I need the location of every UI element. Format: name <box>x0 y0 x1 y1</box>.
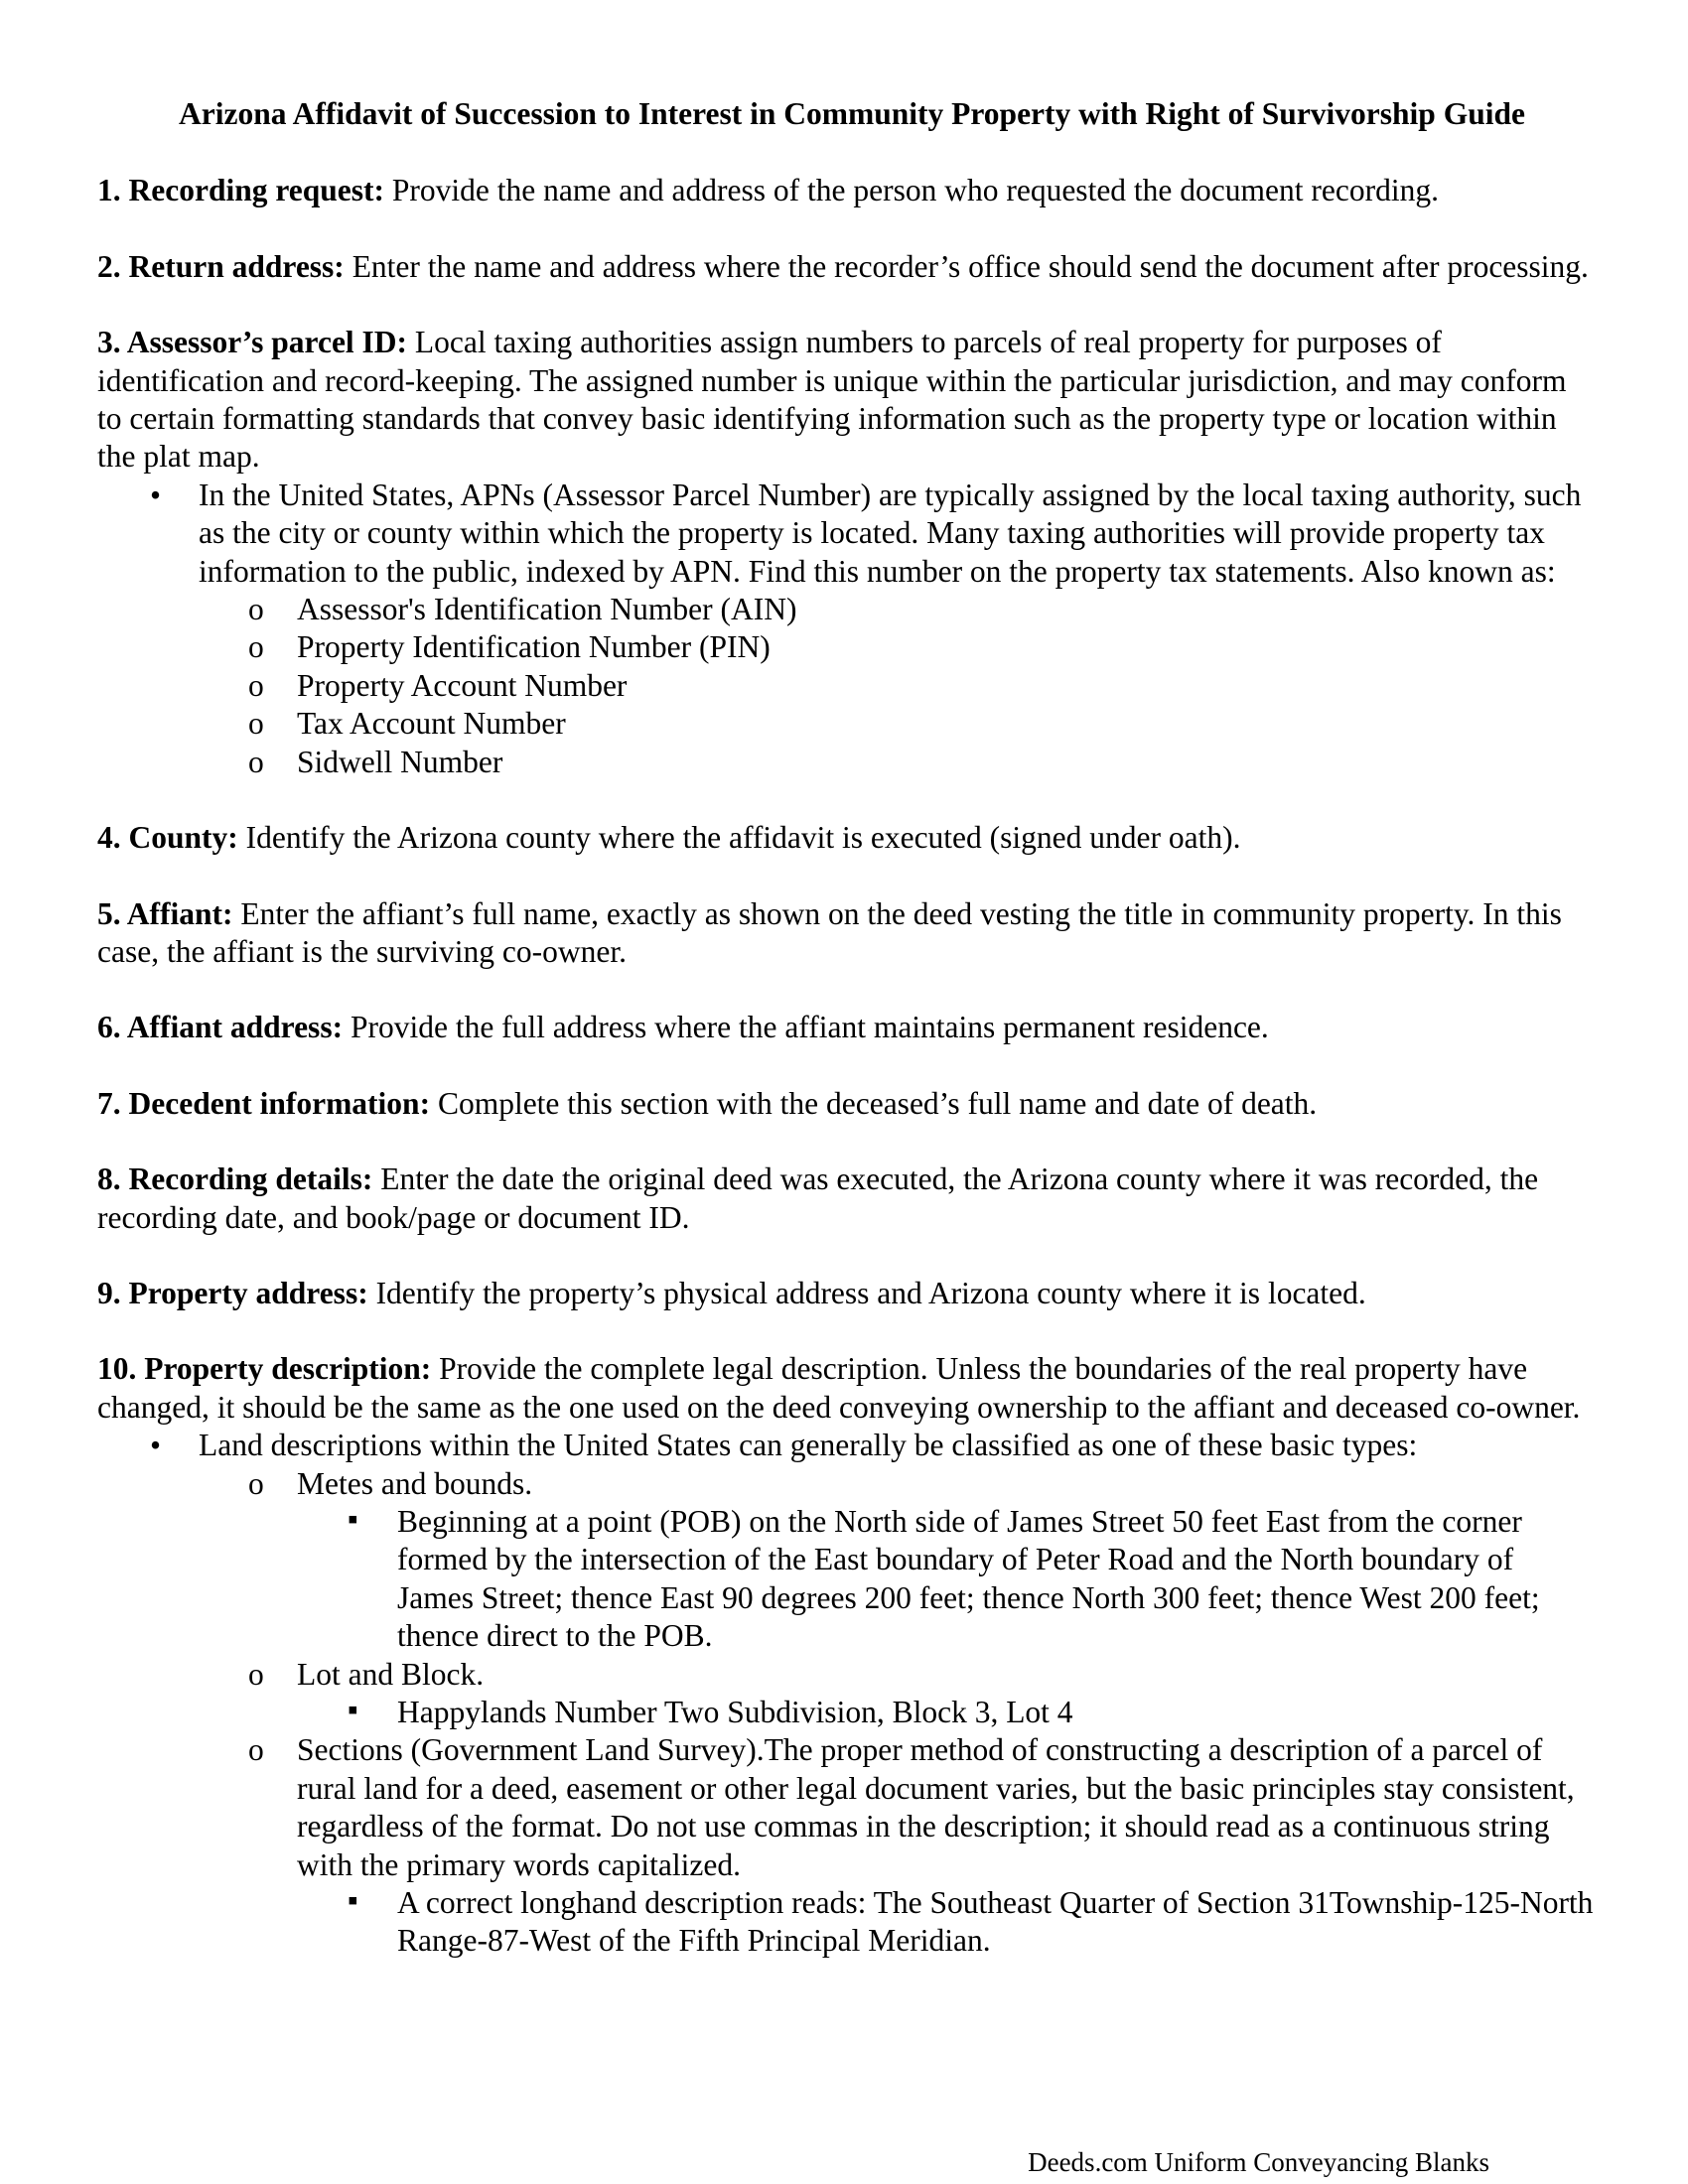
section-text: Enter the name and address where the recorder’s office should send the document after processing. <box>344 248 1589 284</box>
apn-aliases-list <box>199 591 1597 781</box>
land-type-name: Lot and Block. <box>297 1656 485 1692</box>
list-item: ▪ Beginning at a point (POB) on the North side of James Street 50 feet East from the corner formed by the intersection of the East boundary of Peter Road and the North boundary of James Street; thence East 90 degrees 200 feet; thence North 300 feet; thence West 200 feet; thence direct to the POB. <box>97 1503 1597 1656</box>
section-recording-request <box>97 172 1597 209</box>
list-item <box>97 1656 1597 1732</box>
document-page <box>97 95 1597 1961</box>
section-text: Enter the affiant’s full name, exactly as shown on the deed vesting the title in community property. In this case, the affiant is the surviving co-owner. <box>97 895 1562 969</box>
land-type-name: Sections (Government Land Survey).The proper method of constructing a description of a parcel of rural land for a deed, easement or other legal document varies, but the basic principles stay consistent, regardless of the format. Do not use commas in the description; it should read as a continuous string with the primary words capitalized. <box>297 1732 1575 1882</box>
section-label: 4. County: <box>97 820 238 856</box>
section-affiant-address <box>97 1009 1597 1046</box>
apn-bullet-list <box>97 477 1597 781</box>
section-affiant <box>97 895 1597 972</box>
section-property-address <box>97 1275 1597 1312</box>
list-item <box>97 477 1597 781</box>
section-decedent-information <box>97 1085 1597 1123</box>
list-item: ▪ Happylands Number Two Subdivision, Block 3, Lot 4 <box>97 1694 1597 1731</box>
section-label: 8. Recording details: <box>97 1161 373 1197</box>
section-text: Identify the property’s physical address and Arizona county where it is located. <box>367 1275 1366 1310</box>
section-label: 7. Decedent information: <box>97 1085 431 1121</box>
section-label: 9. Property address: <box>97 1275 368 1310</box>
list-item: ▪ A correct longhand description reads: The Southeast Quarter of Section 31Township-125-North Range-87-West of the Fifth Principal Meridian. <box>97 1884 1597 1961</box>
land-example-list <box>297 1694 1597 1731</box>
section-assessor-parcel-id <box>97 324 1597 477</box>
section-county <box>97 819 1597 857</box>
list-item: o Tax Account Number <box>97 705 1597 743</box>
section-text: Enter the date the original deed was executed, the Arizona county where it was recorded, the recording date, and book/page or document ID. <box>97 1161 1539 1235</box>
list-item: o Assessor's Identification Number (AIN) <box>97 591 1597 628</box>
page-title: Arizona Affidavit of Succession to Interest in Community Property with Right of Survivorship Guide <box>179 96 1525 131</box>
list-item <box>97 1465 1597 1656</box>
list-item <box>97 1427 1597 1961</box>
land-example-list <box>297 1884 1597 1961</box>
section-text: Identify the Arizona county where the affidavit is executed (signed under oath). <box>237 820 1241 856</box>
section-label: 5. Affiant: <box>97 895 233 931</box>
section-label: 6. Affiant address: <box>97 1010 344 1045</box>
land-type-name: Metes and bounds. <box>297 1465 533 1501</box>
land-types-list <box>199 1465 1597 1961</box>
section-text: Provide the complete legal description. Unless the boundaries of the real property have changed, it should be the same as the one used on the deed conveying ownership to the affiant and deceased co-owner. <box>97 1351 1581 1425</box>
list-item <box>97 1731 1597 1960</box>
section-recording-details <box>97 1160 1597 1237</box>
section-label: 10. Property description: <box>97 1351 432 1387</box>
section-property-description <box>97 1350 1597 1427</box>
section-text: Provide the full address where the affiant maintains permanent residence. <box>343 1010 1269 1045</box>
section-text: Local taxing authorities assign numbers to parcels of real property for purposes of identification and record-keeping. The assigned number is unique within the particular jurisdiction, and may conform to certain formatting standards that convey basic identifying information such as the property type or location within the plat map. <box>97 325 1567 475</box>
list-item: o Property Identification Number (PIN) <box>97 628 1597 666</box>
page-footer: Deeds.com Uniform Conveyancing Blanks <box>1028 2147 1489 2177</box>
list-item: o Sidwell Number <box>97 744 1597 781</box>
apn-bullet-text: In the United States, APNs (Assessor Parcel Number) are typically assigned by the local taxing authority, such as the city or county within which the property is located. Many taxing authorities will provide property tax information to the public, indexed by APN. Find this number on the property tax statements. Also known as: <box>199 477 1582 589</box>
section-text: Complete this section with the deceased’s full name and date of death. <box>430 1085 1318 1121</box>
section-label: 1. Recording request: <box>97 173 385 208</box>
section-label: 2. Return address: <box>97 248 345 284</box>
list-item: o Property Account Number <box>97 667 1597 705</box>
land-bullet-text: Land descriptions within the United States can generally be classified as one of these basic types: <box>199 1428 1418 1463</box>
spacer <box>97 781 1597 819</box>
section-return-address <box>97 248 1597 286</box>
section-text: Provide the name and address of the person who requested the document recording. <box>384 173 1439 208</box>
land-bullet-list <box>97 1427 1597 1961</box>
section-label: 3. Assessor’s parcel ID: <box>97 325 408 360</box>
land-example-list <box>297 1503 1597 1656</box>
